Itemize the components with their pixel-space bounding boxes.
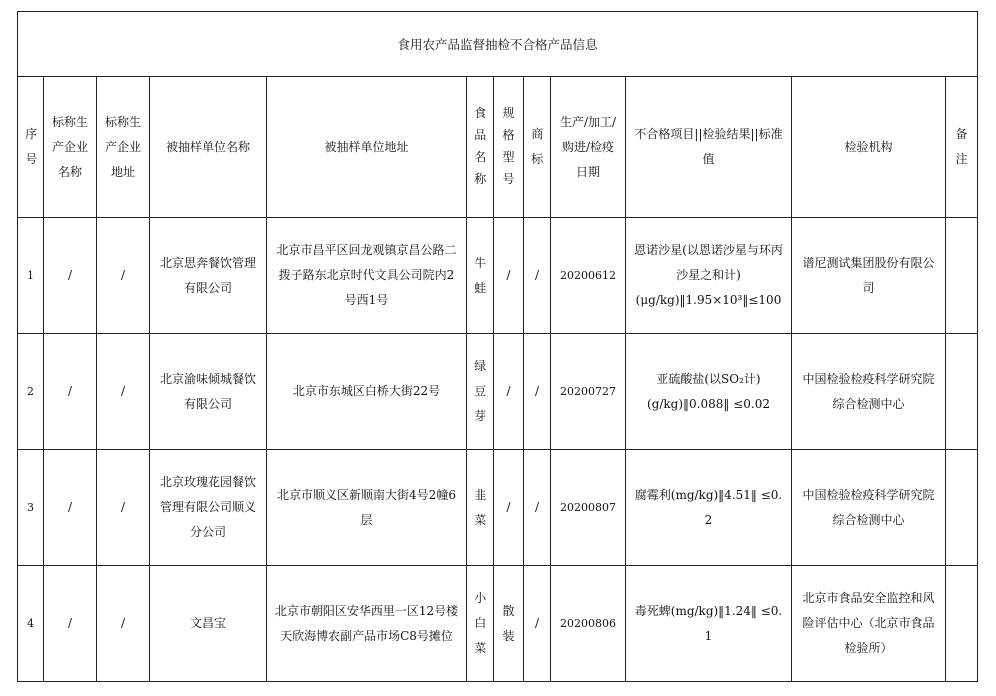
failed-item-name: 毒死蜱(mg/kg)‖1.24‖ ≤0.1 xyxy=(634,603,783,643)
failed-item-result: (μg/kg)‖1.95×10³‖≤100 xyxy=(635,293,782,307)
header-row xyxy=(18,77,978,218)
cell-remarks xyxy=(946,566,978,682)
cell-nominal-address: / xyxy=(97,218,150,334)
header-date: 生产/加工/购进/检疫日期 xyxy=(551,77,626,218)
cell-failed-item xyxy=(626,450,792,566)
cell-food-name: 小白菜 xyxy=(467,566,494,682)
header-agency: 检验机构 xyxy=(792,77,946,218)
cell-nominal-company: / xyxy=(44,218,97,334)
cell-agency: 中国检验检疫科学研究院综合检测中心 xyxy=(792,334,946,450)
cell-agency: 北京市食品安全监控和风险评估中心（北京市食品检验所） xyxy=(792,566,946,682)
header-sampled-unit: 被抽样单位名称 xyxy=(150,77,267,218)
inspection-table xyxy=(17,11,978,682)
cell-date: 20200727 xyxy=(551,334,626,450)
cell-sampled-unit: 文昌宝 xyxy=(150,566,267,682)
cell-nominal-company: / xyxy=(44,450,97,566)
cell-spec: / xyxy=(494,334,524,450)
cell-brand: / xyxy=(524,218,551,334)
cell-sampled-unit: 北京思奔餐饮管理有限公司 xyxy=(150,218,267,334)
cell-agency: 谱尼测试集团股份有限公司 xyxy=(792,218,946,334)
cell-date: 20200806 xyxy=(551,566,626,682)
cell-failed-item xyxy=(626,566,792,682)
cell-food-name: 绿豆芽 xyxy=(467,334,494,450)
cell-sampled-address: 北京市东城区白桥大街22号 xyxy=(267,334,467,450)
cell-remarks xyxy=(946,450,978,566)
cell-nominal-company: / xyxy=(44,334,97,450)
cell-spec: / xyxy=(494,450,524,566)
header-spec: 规格型号 xyxy=(494,77,524,218)
cell-nominal-address: / xyxy=(97,450,150,566)
cell-spec: / xyxy=(494,218,524,334)
table-row xyxy=(18,566,978,682)
failed-item-name: 恩诺沙星(以恩诺沙星与环丙沙星之和计) xyxy=(634,243,783,282)
cell-seq: 1 xyxy=(18,218,44,334)
failed-item-result: (g/kg)‖0.088‖ ≤0.02 xyxy=(647,396,770,411)
cell-brand: / xyxy=(524,334,551,450)
cell-sampled-unit: 北京玫瑰花园餐饮管理有限公司顺义分公司 xyxy=(150,450,267,566)
cell-nominal-address: / xyxy=(97,566,150,682)
cell-failed-item xyxy=(626,334,792,450)
table-row xyxy=(18,218,978,334)
header-remarks: 备注 xyxy=(946,77,978,218)
cell-date: 20200612 xyxy=(551,218,626,334)
failed-item-name: 腐霉利(mg/kg)‖4.51‖ ≤0.2 xyxy=(634,487,783,527)
failed-item-name: 亚硫酸盐(以SO₂计) xyxy=(656,371,761,386)
cell-seq: 4 xyxy=(18,566,44,682)
header-nominal-address: 标称生产企业地址 xyxy=(97,77,150,218)
header-failed-item: 不合格项目||检验结果||标准值 xyxy=(626,77,792,218)
cell-remarks xyxy=(946,218,978,334)
header-sampled-address: 被抽样单位地址 xyxy=(267,77,467,218)
cell-nominal-address: / xyxy=(97,334,150,450)
cell-sampled-address: 北京市朝阳区安华西里一区12号楼天欣海博农副产品市场C8号摊位 xyxy=(267,566,467,682)
cell-date: 20200807 xyxy=(551,450,626,566)
cell-brand: / xyxy=(524,450,551,566)
table-row xyxy=(18,334,978,450)
cell-sampled-address: 北京市顺义区新顺南大街4号2幢6层 xyxy=(267,450,467,566)
cell-nominal-company: / xyxy=(44,566,97,682)
cell-seq: 2 xyxy=(18,334,44,450)
cell-food-name: 韭菜 xyxy=(467,450,494,566)
cell-remarks xyxy=(946,334,978,450)
table-title: 食用农产品监督抽检不合格产品信息 xyxy=(18,12,978,77)
title-row xyxy=(18,12,978,77)
cell-sampled-address: 北京市昌平区回龙观镇京昌公路二拨子路东北京时代文具公司院内2号西1号 xyxy=(267,218,467,334)
cell-agency: 中国检验检疫科学研究院综合检测中心 xyxy=(792,450,946,566)
cell-seq: 3 xyxy=(18,450,44,566)
cell-sampled-unit: 北京渝味倾城餐饮有限公司 xyxy=(150,334,267,450)
header-food-name: 食品名称 xyxy=(467,77,494,218)
cell-brand: / xyxy=(524,566,551,682)
header-brand: 商标 xyxy=(524,77,551,218)
header-nominal-company: 标称生产企业名称 xyxy=(44,77,97,218)
table-row xyxy=(18,450,978,566)
cell-food-name: 牛蛙 xyxy=(467,218,494,334)
cell-spec: 散装 xyxy=(494,566,524,682)
header-seq: 序号 xyxy=(18,77,44,218)
cell-failed-item xyxy=(626,218,792,334)
